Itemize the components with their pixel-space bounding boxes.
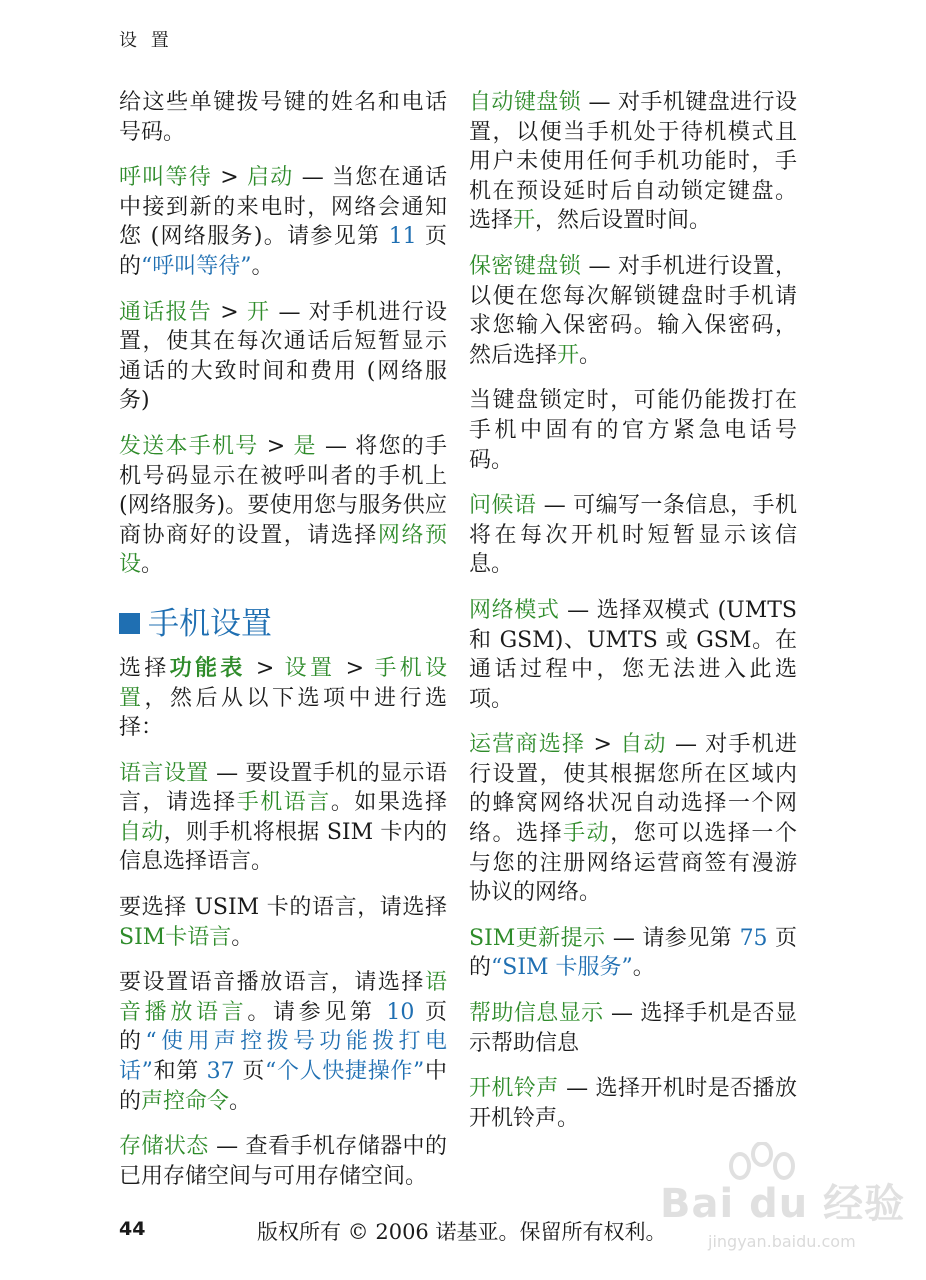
startup-tone-paragraph — [469, 1074, 797, 1133]
text-span: 页的 — [119, 999, 447, 1055]
select-menu-paragraph — [119, 654, 447, 743]
text-span: — 对手机进行设置，以便在您每次解锁键盘时手机请求您输入保密码。输入保密码，然后选择 — [469, 253, 797, 368]
text-span: 。 — [579, 342, 602, 368]
voice-commands-link[interactable]: 声控命令 — [141, 1088, 230, 1114]
send-number-paragraph — [119, 432, 447, 580]
separator: > — [585, 732, 621, 758]
text-span: ，您可以选择一个与您的注册网络运营商签有漫游协议的网络。 — [469, 821, 797, 906]
text-span: 。 — [141, 552, 164, 578]
sim-update-paragraph — [469, 924, 797, 983]
text-span: — 选择开机时是否播放开机铃声。 — [469, 1076, 797, 1131]
text-span: — 请参见第 — [605, 925, 740, 951]
network-mode-paragraph — [469, 596, 797, 714]
text-span: — 对手机键盘进行设置，以便当手机处于待机模式且用户未使用任何手机功能时，手机在预设延时后自动锁定键盘。选择 — [469, 90, 797, 234]
text-span: 页的 — [119, 224, 448, 279]
text-span: 。请参见第 — [247, 999, 387, 1025]
text-span: ，然后设置时间。 — [535, 208, 712, 234]
text-span: 和第 — [152, 1059, 207, 1085]
on-link[interactable]: 开 — [246, 299, 271, 325]
text-span: — 选择双模式 (UMTS 和 GSM)、UMTS 或 GSM。在通话过程中，您无法进入此选项。 — [469, 597, 797, 712]
call-report-paragraph — [119, 298, 447, 416]
security-keylock-paragraph — [469, 252, 797, 370]
text-span: — 选择手机是否显示帮助信息 — [469, 1001, 797, 1056]
settings-link[interactable]: 设置 — [284, 655, 336, 681]
text-span: — 对手机进行设置，使其根据您所在区域内的蜂窝网络状况自动选择一个网络。选择 — [469, 732, 797, 847]
auto-link[interactable]: 自动 — [620, 732, 667, 758]
manual-link[interactable]: 手动 — [563, 821, 611, 847]
right-column — [469, 88, 797, 1149]
text-span: — 将您的手机号码显示在被呼叫者的手机上 (网络服务)。要使用您与服务供应商协商好的设置，请选择 — [119, 433, 447, 548]
language-settings-link[interactable]: 语言设置 — [119, 760, 209, 786]
operator-selection-link[interactable]: 运营商选择 — [469, 732, 586, 758]
page-number: 44 — [119, 1218, 146, 1240]
on-link[interactable]: 开 — [557, 342, 580, 368]
page-ref-37[interactable]: 37 — [206, 1059, 235, 1085]
auto-keylock-paragraph — [469, 88, 797, 236]
text-span: ，然后从以下选项中进行选择： — [119, 685, 447, 741]
startup-tone-link[interactable]: 开机铃声 — [469, 1076, 559, 1102]
greeting-link[interactable]: 问候语 — [469, 493, 537, 519]
usim-language-paragraph — [119, 893, 447, 952]
text-span: 要选择 USIM 卡的语言，请选择 — [119, 895, 447, 921]
activate-link[interactable]: 启动 — [246, 165, 294, 191]
yes-link[interactable]: 是 — [293, 433, 317, 459]
text-span: 。 — [231, 924, 254, 950]
watermark-url: jingyan.baidu.com — [708, 1232, 856, 1251]
phone-language-link[interactable]: 手机语言 — [236, 790, 331, 816]
text-span: 。 — [251, 253, 274, 279]
menu-link[interactable]: 功能表 — [169, 654, 246, 681]
page-ref-10[interactable]: 10 — [386, 999, 415, 1025]
network-mode-link[interactable]: 网络模式 — [469, 597, 560, 623]
on-link[interactable]: 开 — [513, 208, 536, 234]
text-span: ，则手机将根据 SIM 卡内的信息选择语言。 — [119, 819, 447, 875]
call-waiting-paragraph — [119, 163, 447, 281]
operator-selection-paragraph — [469, 730, 797, 908]
sim-services-ref[interactable]: “SIM 卡服务” — [491, 955, 633, 981]
separator: > — [335, 655, 375, 681]
voice-language-paragraph — [119, 968, 447, 1116]
text-span: 选择 — [119, 655, 170, 681]
voice-dial-ref[interactable]: “使用声控拨号功能拨打电话” — [119, 1029, 447, 1085]
separator: > — [245, 655, 285, 681]
call-report-link[interactable]: 通话报告 — [119, 299, 213, 325]
sim-language-link[interactable]: SIM卡语言 — [119, 924, 232, 950]
baidu-watermark — [660, 1140, 910, 1260]
page-header: 设 置 — [119, 30, 173, 51]
copyright-notice: 版权所有 © 2006 诺基亚。保留所有权利。 — [257, 1220, 667, 1244]
text-span: — 要设置手机的显示语言，请选择 — [119, 760, 447, 816]
emergency-note-paragraph: 当键盘锁定时，可能仍能拨打在手机中固有的官方紧急电话号码。 — [469, 388, 797, 473]
call-waiting-link[interactable]: 呼叫等待 — [119, 165, 213, 191]
page-ref-11[interactable]: 11 — [388, 224, 417, 250]
help-display-paragraph — [469, 999, 797, 1058]
left-paragraph-1: 给这些单键拨号键的姓名和电话号码。 — [119, 90, 447, 145]
language-settings-paragraph — [119, 759, 447, 877]
security-keylock-link[interactable]: 保密键盘锁 — [469, 253, 582, 279]
help-display-link[interactable]: 帮助信息显示 — [469, 1001, 604, 1027]
network-preset-link[interactable]: 网络预设 — [119, 522, 447, 578]
text-span: — 查看手机存储器中的已用存储空间与可用存储空间。 — [119, 1134, 447, 1189]
personal-shortcuts-ref[interactable]: “个人快捷操作” — [265, 1059, 425, 1085]
memory-status-link[interactable]: 存储状态 — [119, 1134, 209, 1160]
text-span: — 对手机进行设置，使其在每次通话后短暂显示通话的大致时间和费用 (网络服务) — [119, 299, 447, 414]
separator: > — [258, 433, 294, 459]
section-heading-text: 手机设置 — [148, 605, 272, 642]
phone-settings-link[interactable]: 手机设置 — [119, 655, 447, 711]
voice-playback-language-link[interactable]: 语音播放语言 — [119, 970, 447, 1025]
text-span: — 可编写一条信息，手机将在每次开机时短暂显示该信息。 — [469, 493, 797, 578]
send-number-link[interactable]: 发送本手机号 — [119, 433, 259, 459]
separator: > — [212, 299, 247, 325]
text-span: 要设置语音播放语言，请选择 — [119, 970, 425, 996]
watermark-brand: Bai du 经验 — [660, 1181, 906, 1227]
square-bullet-icon — [119, 613, 140, 634]
auto-link[interactable]: 自动 — [119, 819, 164, 845]
greeting-paragraph — [469, 491, 797, 580]
text-span: 。 — [229, 1088, 252, 1114]
text-span: 。 — [632, 955, 655, 981]
separator: > — [212, 165, 247, 191]
text-span: 页 — [234, 1059, 266, 1085]
call-waiting-ref[interactable]: “呼叫等待” — [141, 253, 252, 279]
text-span: 页的 — [469, 925, 797, 981]
text-span: 。如果选择 — [330, 790, 447, 816]
memory-status-paragraph — [119, 1132, 447, 1191]
left-column — [119, 88, 447, 1207]
sim-update-link[interactable]: SIM更新提示 — [469, 925, 606, 951]
page-ref-75[interactable]: 75 — [739, 925, 768, 951]
auto-keylock-link[interactable]: 自动键盘锁 — [469, 90, 582, 115]
text-span: 中的 — [119, 1059, 447, 1114]
text-span: — 当您在通话中接到新的来电时，网络会通知您 (网络服务)。请参见第 — [119, 165, 447, 250]
section-heading — [119, 604, 447, 644]
